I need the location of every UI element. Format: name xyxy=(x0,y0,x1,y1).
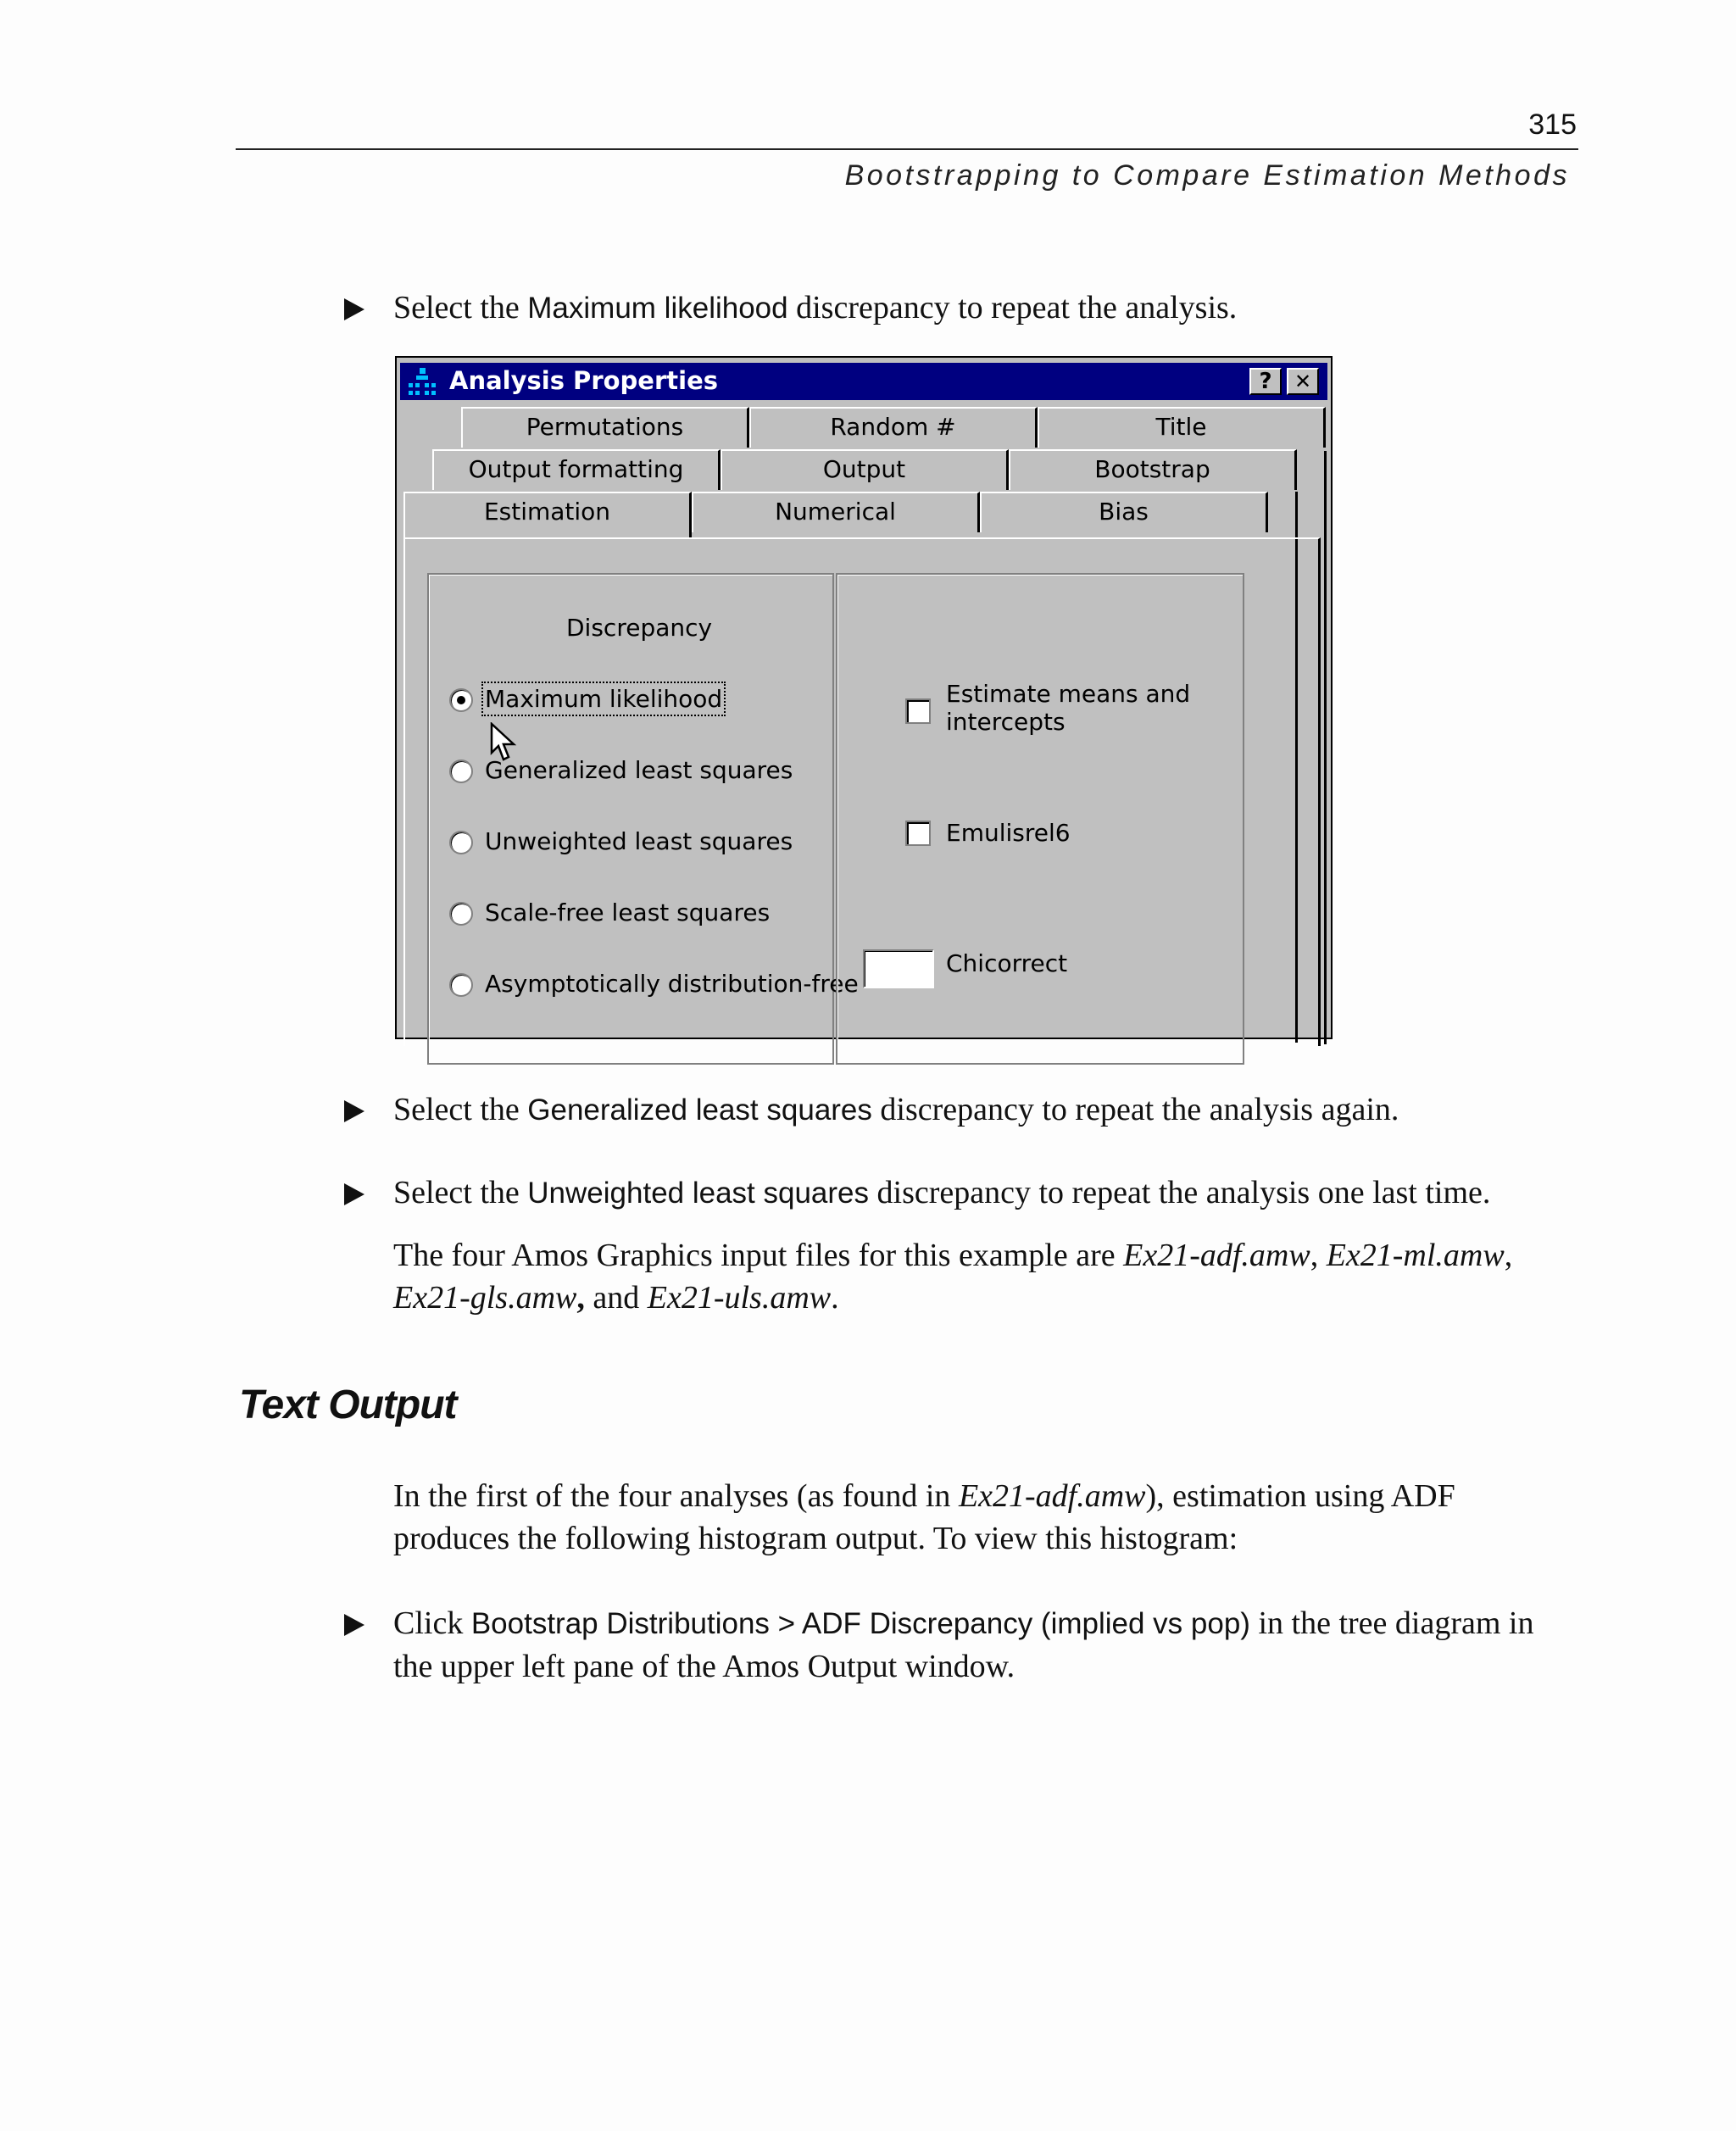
radio-label[interactable]: Asymptotically distribution-free xyxy=(485,970,859,998)
ui-term: Maximum likelihood xyxy=(527,292,788,325)
chicorrect-label: Chicorrect xyxy=(946,949,1068,977)
radio-button-checked[interactable] xyxy=(449,688,473,712)
file-name: Ex21-uls.amw xyxy=(647,1280,832,1316)
estimation-panel xyxy=(403,537,1321,1046)
discrepancy-label: Discrepancy xyxy=(566,614,713,642)
step-2: Select the Generalized least squares discrepancy to repeat the analysis again. xyxy=(393,1088,1399,1132)
page-number: 315 xyxy=(1528,108,1577,141)
tab-permutations[interactable]: Permutations xyxy=(461,407,749,448)
dialog-title: Analysis Properties xyxy=(449,366,719,395)
tab-numerical[interactable]: Numerical xyxy=(692,492,980,532)
radio-button[interactable] xyxy=(449,831,473,854)
file-name: Ex21-adf.amw xyxy=(958,1478,1146,1514)
file-name: Ex21-adf.amw xyxy=(1123,1238,1310,1273)
tab-output[interactable]: Output xyxy=(721,449,1009,490)
estimate-means-label[interactable]: Estimate means and intercepts xyxy=(946,680,1191,736)
estimate-means-checkbox[interactable] xyxy=(905,698,931,724)
file-name: Ex21-gls.amw xyxy=(393,1280,577,1316)
step-1: Select the Maximum likelihood discrepancy to repeat the analysis. xyxy=(393,287,1237,330)
ui-term: Generalized least squares xyxy=(527,1093,872,1127)
options-group xyxy=(836,573,1244,1065)
radio-button[interactable] xyxy=(449,973,473,997)
emulisrel6-checkbox[interactable] xyxy=(905,821,931,846)
bullet-arrow-icon xyxy=(344,1183,364,1205)
analysis-properties-dialog xyxy=(395,356,1333,1039)
running-head: Bootstrapping to Compare Estimation Methods xyxy=(844,159,1570,192)
tab-random[interactable]: Random # xyxy=(749,407,1038,448)
radio-label[interactable]: Maximum likelihood xyxy=(485,685,723,713)
file-name: Ex21-ml.amw xyxy=(1326,1238,1505,1273)
help-button[interactable]: ? xyxy=(1249,368,1282,395)
radio-button[interactable] xyxy=(449,902,473,926)
radio-button[interactable] xyxy=(449,759,473,783)
tab-output-formatting[interactable]: Output formatting xyxy=(432,449,721,490)
tab-estimation[interactable]: Estimation xyxy=(403,492,692,539)
radio-label[interactable]: Unweighted least squares xyxy=(485,827,793,855)
ui-term: Unweighted least squares xyxy=(527,1177,870,1210)
text-output-paragraph: In the first of the four analyses (as found in Ex21-adf.amw), estimation using ADF produces the following histogram output. To view this histogram: xyxy=(393,1478,1455,1556)
radio-label[interactable]: Generalized least squares xyxy=(485,756,793,784)
emulisrel6-label[interactable]: Emulisrel6 xyxy=(946,819,1071,847)
ui-term: ADF Discrepancy (implied vs pop) xyxy=(801,1607,1250,1640)
dialog-titlebar xyxy=(400,363,1327,400)
step-4: Click Bootstrap Distributions > ADF Discrepancy (implied vs pop) in the tree diagram in the upper left pane of the Amos Output window. xyxy=(393,1602,1580,1688)
ui-term: Bootstrap Distributions xyxy=(470,1607,770,1640)
tab-bootstrap[interactable]: Bootstrap xyxy=(1009,449,1297,490)
radio-label[interactable]: Scale-free least squares xyxy=(485,899,771,926)
step-3: Select the Unweighted least squares discrepancy to repeat the analysis one last time. xyxy=(393,1171,1490,1215)
tab-stack-edge xyxy=(1324,451,1327,1044)
tab-bias[interactable]: Bias xyxy=(980,492,1268,532)
discrepancy-group xyxy=(427,573,859,1065)
bullet-arrow-icon xyxy=(344,1100,364,1122)
header-rule xyxy=(236,148,1578,150)
chicorrect-input[interactable] xyxy=(863,949,934,988)
bullet-arrow-icon xyxy=(344,1614,364,1636)
close-button[interactable]: ✕ xyxy=(1287,368,1319,395)
amos-app-icon xyxy=(407,366,437,397)
bullet-arrow-icon xyxy=(344,298,364,320)
section-heading: Text Output xyxy=(239,1383,457,1427)
input-files-paragraph: The four Amos Graphics input files for this example are Ex21-adf.amw, Ex21-ml.amw, Ex21-gls.amw, and Ex21-uls.amw. xyxy=(393,1238,1513,1316)
tab-title[interactable]: Title xyxy=(1038,407,1326,448)
